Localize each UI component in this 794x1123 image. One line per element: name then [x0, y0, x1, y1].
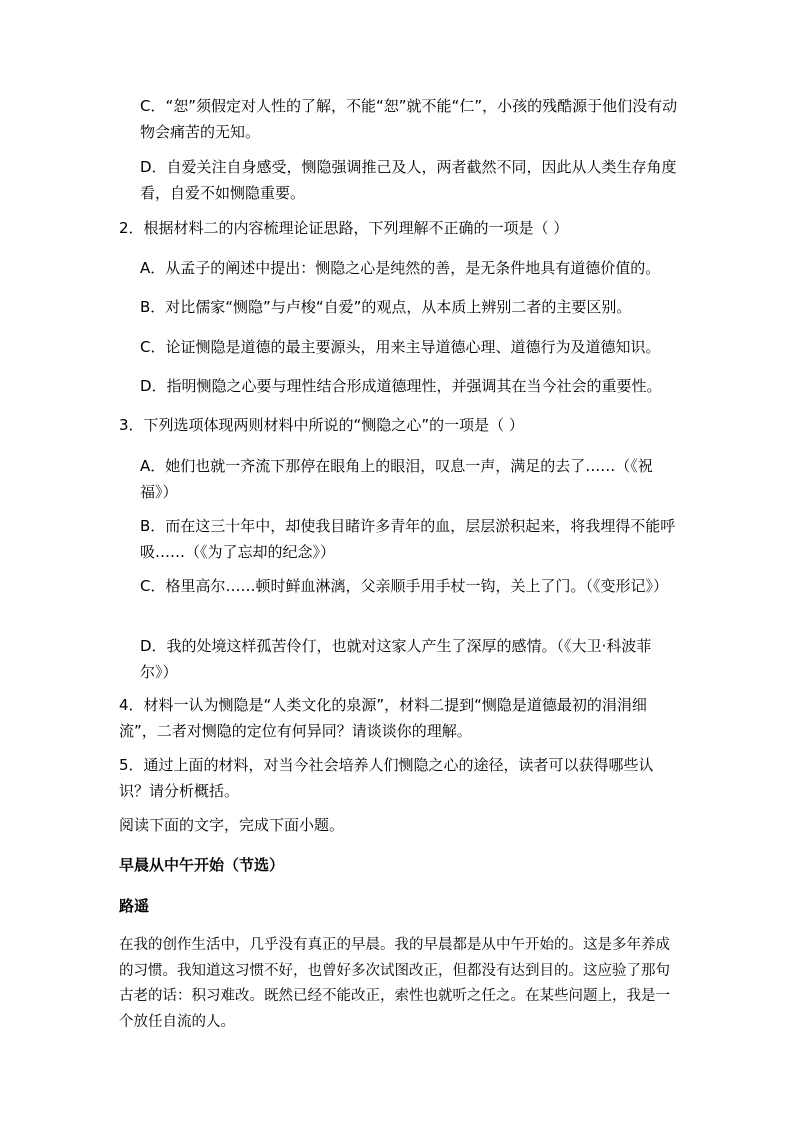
q3-option-d: D．我的处境这样孤苦伶仃，也就对这家人产生了深厚的感情。（《大卫·科波菲尔》）: [140, 637, 652, 681]
q1-option-d: D．自爱关注自身感受，恻隐强调推己及人，两者截然不同，因此从人类生存角度看，自爱不如恻隐重要。: [140, 158, 677, 202]
q3-option-b: B．而在这三十年中，却使我目睹许多青年的血，层层淤积起来，将我埋得不能呼吸……（《为了忘却的纪念》）: [140, 517, 676, 561]
q2-option-d: D．指明恻隐之心要与理性结合形成道德理性，并强调其在当今社会的重要性。: [140, 377, 662, 395]
q4-stem: 4．材料一认为恻隐是“人类文化的泉源”，材料二提到“恻隐是道德最初的涓涓细流”，二者对恻隐的定位有何异同？请谈谈你的理解。: [119, 696, 647, 740]
q2-option-c: C．论证恻隐是道德的最主要源头，用来主导道德心理、道德行为及道德知识。: [140, 338, 661, 356]
q3-option-c: C．格里高尔……顿时鲜血淋漓，父亲顺手用手杖一钩，关上了门。（《变形记》）: [140, 577, 668, 595]
q2-stem: 2．根据材料二的内容梳理论证思路，下列理解不正确的一项是（ ）: [119, 219, 569, 237]
passage-author: 路遥: [119, 897, 150, 915]
passage-paragraph: 在我的创作生活中，几乎没有真正的早晨。我的早晨都是从中午开始的。这是多年养成的习惯。我知道这习惯不好，也曾好多次试图改正，但都没有达到目的。这应验了那句古老的话：积习难改。既然已经不能改正，索性也就听之任之。在某些问题上，我是一个放任自流的人。: [119, 937, 670, 1030]
q1-option-c: C．“恕”须假定对人性的了解，不能“恕”就不能“仁”，小孩的残酷源于他们没有动物会痛苦的无知。: [140, 97, 678, 141]
q3-option-a: A．她们也就一齐流下那停在眼角上的眼泪，叹息一声，满足的去了……（《祝福》）: [140, 457, 653, 501]
q2-option-a: A．从孟子的阐述中提出：恻隐之心是纯然的善，是无条件地具有道德价值的。: [140, 259, 661, 277]
passage-title: 早晨从中午开始（节选）: [119, 856, 285, 874]
reading-instruction: 阅读下面的文字，完成下面小题。: [119, 816, 345, 834]
q2-option-b: B．对比儒家“恻隐”与卢梭“自爱”的观点，从本质上辨别二者的主要区别。: [140, 298, 632, 316]
q3-stem: 3．下列选项体现两则材料中所说的“恻隐之心”的一项是（ ）: [119, 416, 524, 434]
q5-stem: 5．通过上面的材料，对当今社会培养人们恻隐之心的途径，读者可以获得哪些认识？请分析概括。: [119, 756, 654, 800]
